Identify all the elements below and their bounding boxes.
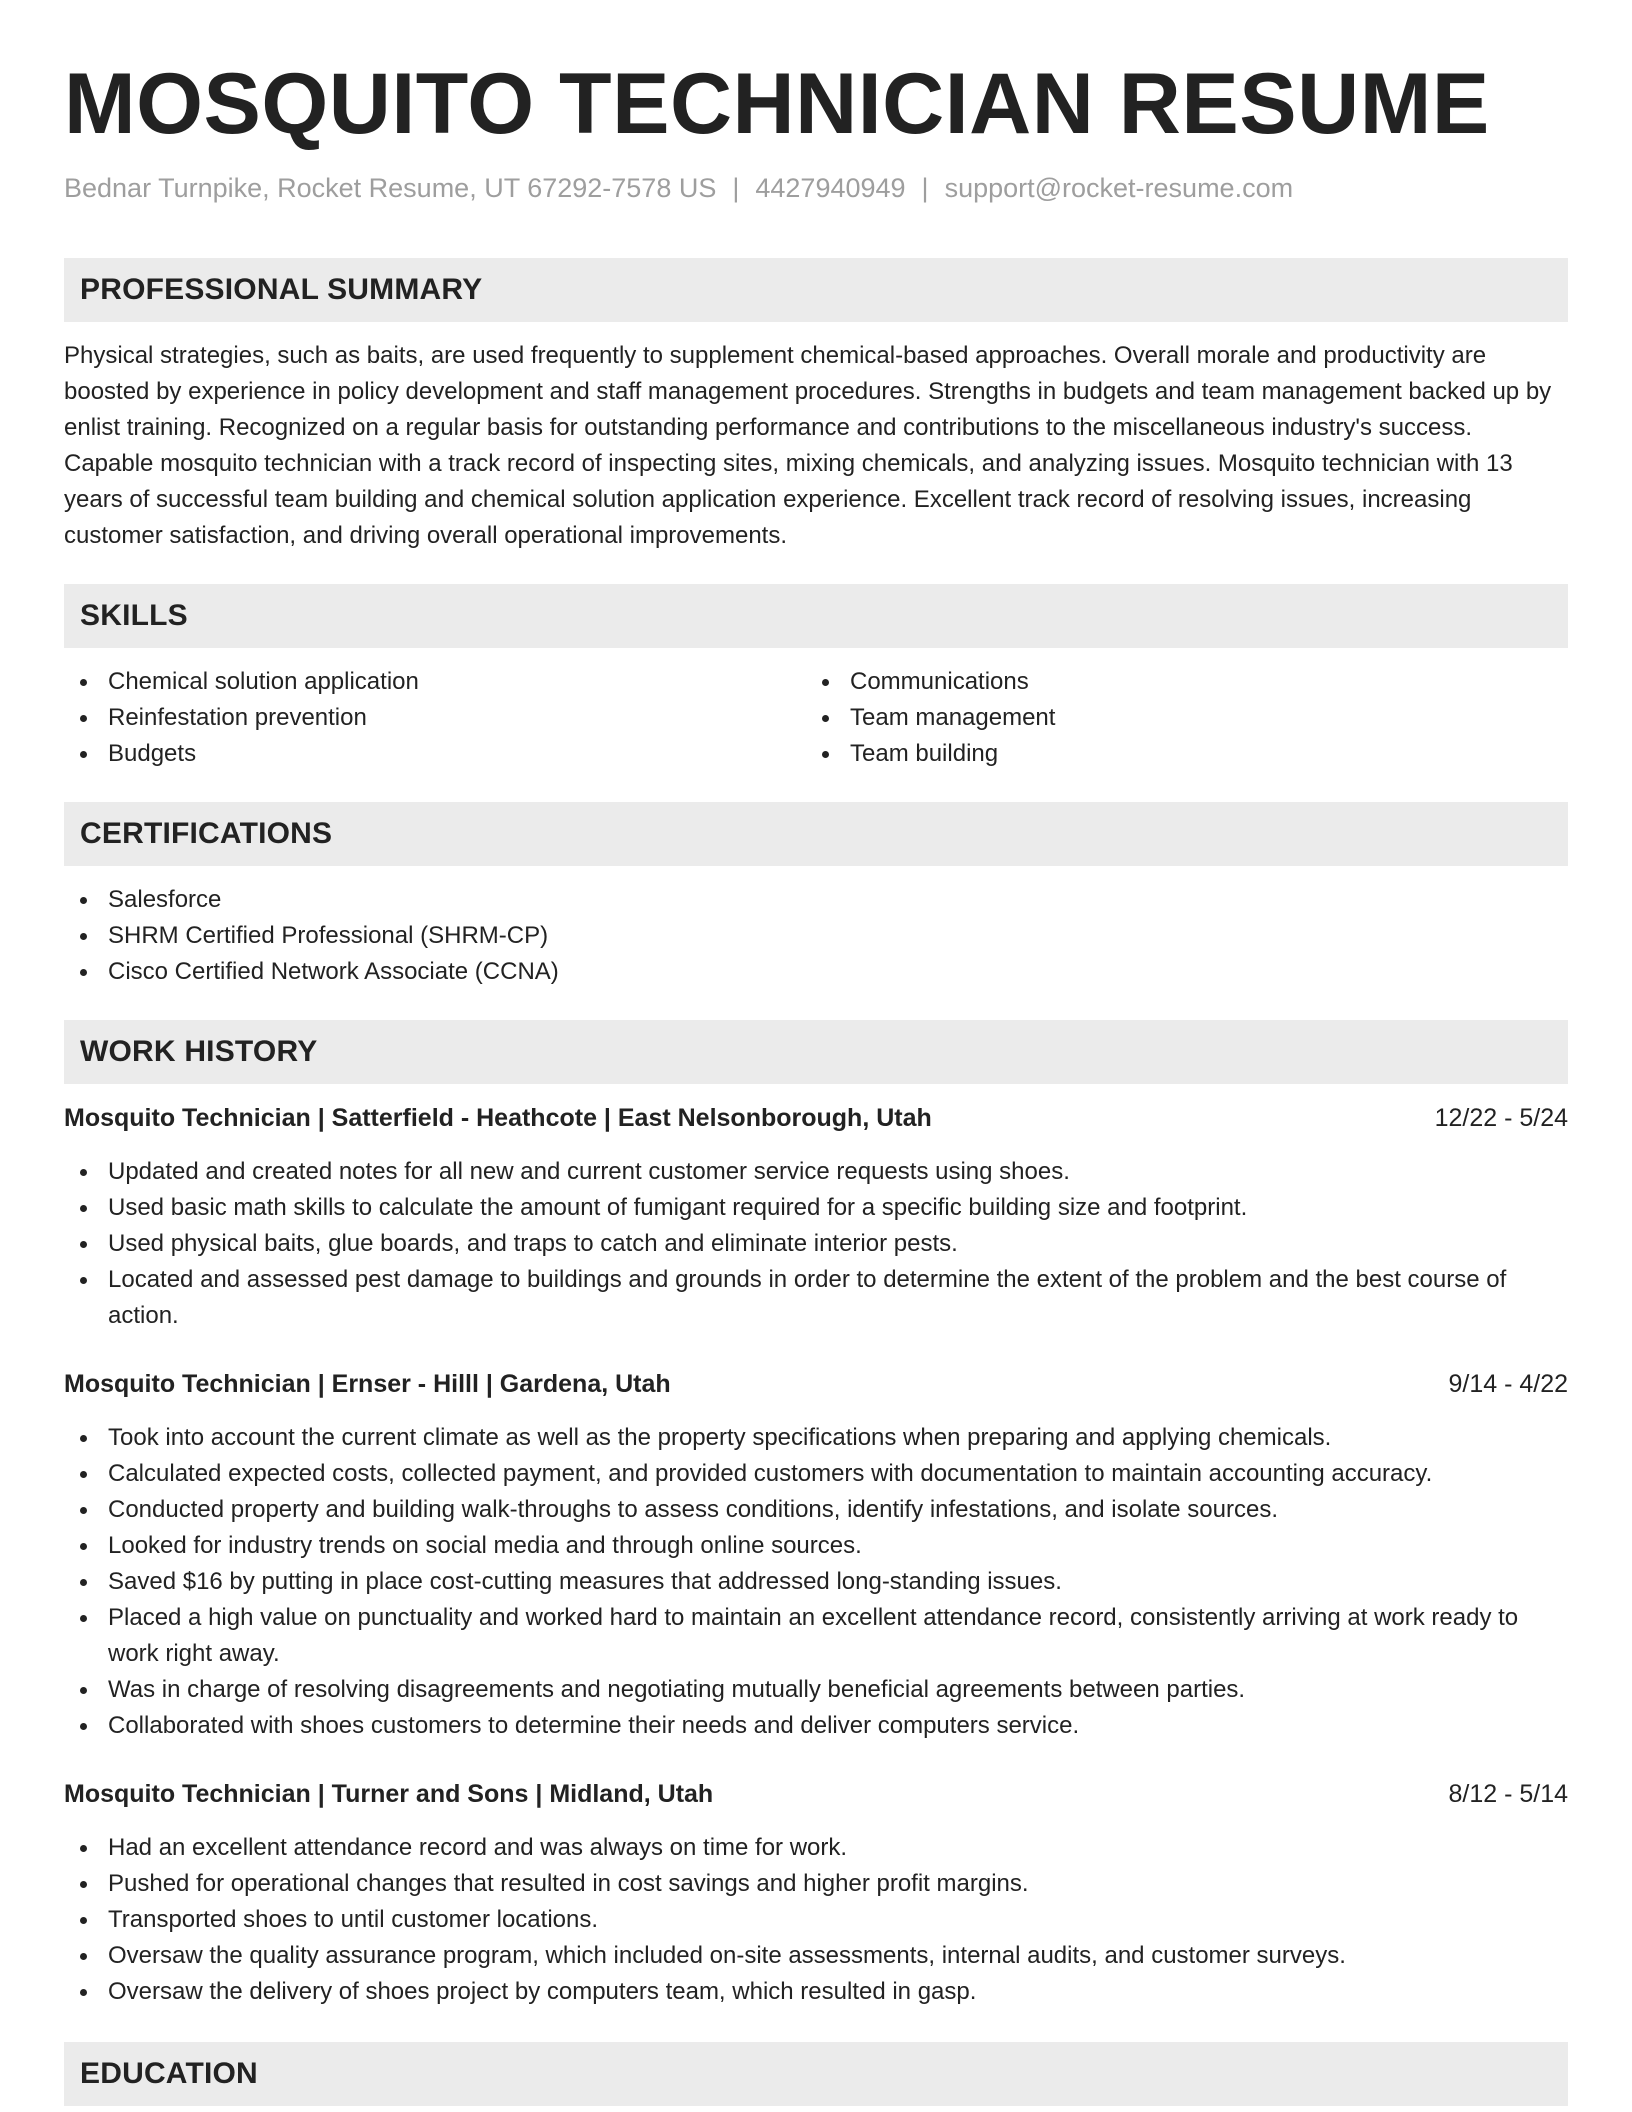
skills-column-left xyxy=(64,664,806,772)
job-bullet: Transported shoes to until customer locations. xyxy=(64,1902,1568,1938)
job-header xyxy=(64,1100,1568,1136)
job-bullet: Updated and created notes for all new and current customer service requests using shoes. xyxy=(64,1154,1568,1190)
resume-page xyxy=(64,0,1568,2106)
contact-address: Bednar Turnpike, Rocket Resume, UT 67292-7578 US xyxy=(64,173,717,203)
contact-separator: | xyxy=(732,173,740,203)
job-bullet: Located and assessed pest damage to buildings and grounds in order to determine the extent of the problem and the best course of action. xyxy=(64,1262,1568,1334)
job-bullet: Saved $16 by putting in place cost-cutting measures that addressed long-standing issues. xyxy=(64,1564,1568,1600)
contact-separator: | xyxy=(921,173,929,203)
job-bullet: Used basic math skills to calculate the amount of fumigant required for a specific building size and footprint. xyxy=(64,1190,1568,1226)
job-bullet: Collaborated with shoes customers to determine their needs and deliver computers service. xyxy=(64,1708,1568,1744)
job-bullet: Oversaw the delivery of shoes project by computers team, which resulted in gasp. xyxy=(64,1974,1568,2010)
job-title: Mosquito Technician | Satterfield - Heathcote | East Nelsonborough, Utah xyxy=(64,1104,932,1132)
job-bullet: Pushed for operational changes that resulted in cost savings and higher profit margins. xyxy=(64,1866,1568,1902)
job-header xyxy=(64,1366,1568,1402)
job-bullets xyxy=(64,1420,1568,1744)
job-entry xyxy=(64,1776,1568,2010)
job-bullet: Looked for industry trends on social media and through online sources. xyxy=(64,1528,1568,1564)
skill-item: Chemical solution application xyxy=(64,664,806,700)
section-heading-work-history: WORK HISTORY xyxy=(64,1020,1568,1084)
job-title: Mosquito Technician | Turner and Sons | Midland, Utah xyxy=(64,1780,714,1808)
job-bullet: Calculated expected costs, collected payment, and provided customers with documentation to maintain accounting accuracy. xyxy=(64,1456,1568,1492)
job-entry xyxy=(64,1100,1568,1334)
certification-item: SHRM Certified Professional (SHRM-CP) xyxy=(64,918,1568,954)
job-dates: 8/12 - 5/14 xyxy=(1448,1780,1568,1808)
skill-item: Budgets xyxy=(64,736,806,772)
job-title: Mosquito Technician | Ernser - Hilll | Gardena, Utah xyxy=(64,1370,671,1398)
contact-phone: 4427940949 xyxy=(755,173,906,203)
job-bullet: Took into account the current climate as well as the property specifications when preparing and applying chemicals. xyxy=(64,1420,1568,1456)
skills-column-right xyxy=(806,664,1548,772)
skill-item: Team building xyxy=(806,736,1548,772)
job-bullet: Was in charge of resolving disagreements and negotiating mutually beneficial agreements between parties. xyxy=(64,1672,1568,1708)
summary-text: Physical strategies, such as baits, are used frequently to supplement chemical-based approaches. Overall morale and productivity are boosted by experience in policy development and staff management procedures. Strengths in budgets and team management backed up by enlist training. Recognized on a regular basis for outstanding performance and contributions to the miscellaneous industry's success. Capable mosquito technician with a track record of inspecting sites, mixing chemicals, and analyzing issues. Mosquito technician with 13 years of successful team building and chemical solution application experience. Excellent track record of resolving issues, increasing customer satisfaction, and driving overall operational improvements. xyxy=(64,342,1552,549)
job-bullet: Oversaw the quality assurance program, which included on-site assessments, internal audits, and customer surveys. xyxy=(64,1938,1568,1974)
contact-line xyxy=(64,170,1568,206)
skill-item: Communications xyxy=(806,664,1548,700)
job-bullets xyxy=(64,1830,1568,2010)
job-bullets xyxy=(64,1154,1568,1334)
job-dates: 12/22 - 5/24 xyxy=(1434,1104,1568,1132)
job-bullet: Had an excellent attendance record and was always on time for work. xyxy=(64,1830,1568,1866)
skill-item: Reinfestation prevention xyxy=(64,700,806,736)
section-heading-certifications: CERTIFICATIONS xyxy=(64,802,1568,866)
job-bullet: Placed a high value on punctuality and worked hard to maintain an excellent attendance record, consistently arriving at work ready to work right away. xyxy=(64,1600,1568,1672)
certifications-list xyxy=(64,882,1568,990)
job-header xyxy=(64,1776,1568,1812)
resume-title: MOSQUITO TECHNICIAN RESUME xyxy=(64,56,1490,152)
skill-item: Team management xyxy=(806,700,1548,736)
certification-item: Salesforce xyxy=(64,882,1568,918)
section-heading-education: EDUCATION xyxy=(64,2042,1568,2106)
contact-email: support@rocket-resume.com xyxy=(944,173,1294,203)
job-dates: 9/14 - 4/22 xyxy=(1448,1370,1568,1398)
certification-item: Cisco Certified Network Associate (CCNA) xyxy=(64,954,1568,990)
job-bullet: Used physical baits, glue boards, and traps to catch and eliminate interior pests. xyxy=(64,1226,1568,1262)
section-heading-summary: PROFESSIONAL SUMMARY xyxy=(64,258,1568,322)
skills-list xyxy=(64,664,1568,772)
job-bullet: Conducted property and building walk-throughs to assess conditions, identify infestations, and isolate sources. xyxy=(64,1492,1568,1528)
section-heading-skills: SKILLS xyxy=(64,584,1568,648)
job-entry xyxy=(64,1366,1568,1744)
